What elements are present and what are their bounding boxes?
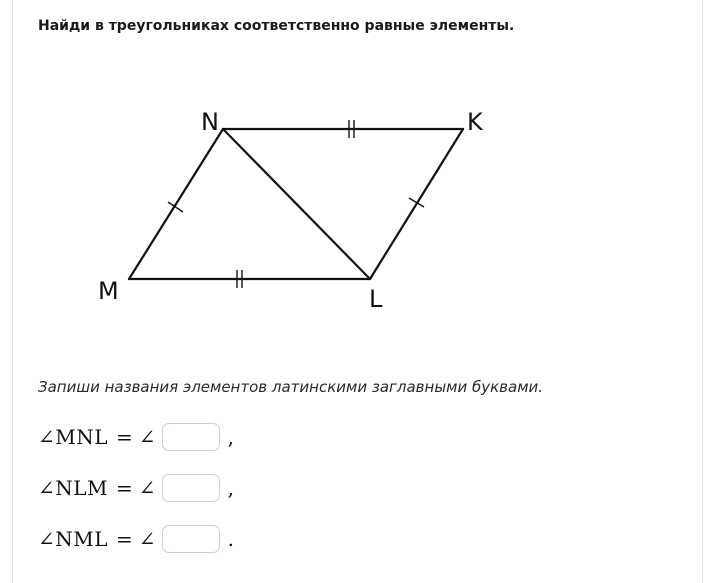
equation-row-mnl: [38, 421, 234, 453]
punctuation: ,: [227, 476, 234, 500]
equation-lhs: ∠NLM: [38, 476, 109, 500]
equals-sign: =: [116, 476, 133, 500]
vertex-label-k: K: [467, 108, 483, 136]
instruction-text: Запиши названия элементов латинскими заглавными буквами.: [38, 378, 544, 396]
angle-symbol: ∠: [138, 527, 156, 551]
side-mn: [129, 129, 223, 279]
punctuation: ,: [227, 425, 234, 449]
angle-symbol: ∠: [138, 476, 156, 500]
side-kl: [370, 129, 463, 279]
answer-input-nml[interactable]: [162, 525, 220, 553]
equation-lhs: ∠NML: [38, 527, 109, 551]
punctuation: .: [227, 527, 234, 551]
vertex-label-n: N: [201, 108, 219, 136]
diagonal-nl: [223, 129, 370, 279]
angle-symbol: ∠: [138, 425, 156, 449]
equals-sign: =: [116, 425, 133, 449]
equation-lhs: ∠MNL: [38, 425, 109, 449]
vertex-label-m: M: [98, 277, 119, 305]
equation-row-nml: [38, 523, 234, 555]
task-title: Найди в треугольниках соответственно равные элементы.: [38, 18, 515, 34]
equals-sign: =: [116, 527, 133, 551]
vertex-label-l: L: [369, 285, 383, 313]
equation-row-nlm: [38, 472, 234, 504]
answer-input-mnl[interactable]: [162, 423, 220, 451]
answer-input-nlm[interactable]: [162, 474, 220, 502]
